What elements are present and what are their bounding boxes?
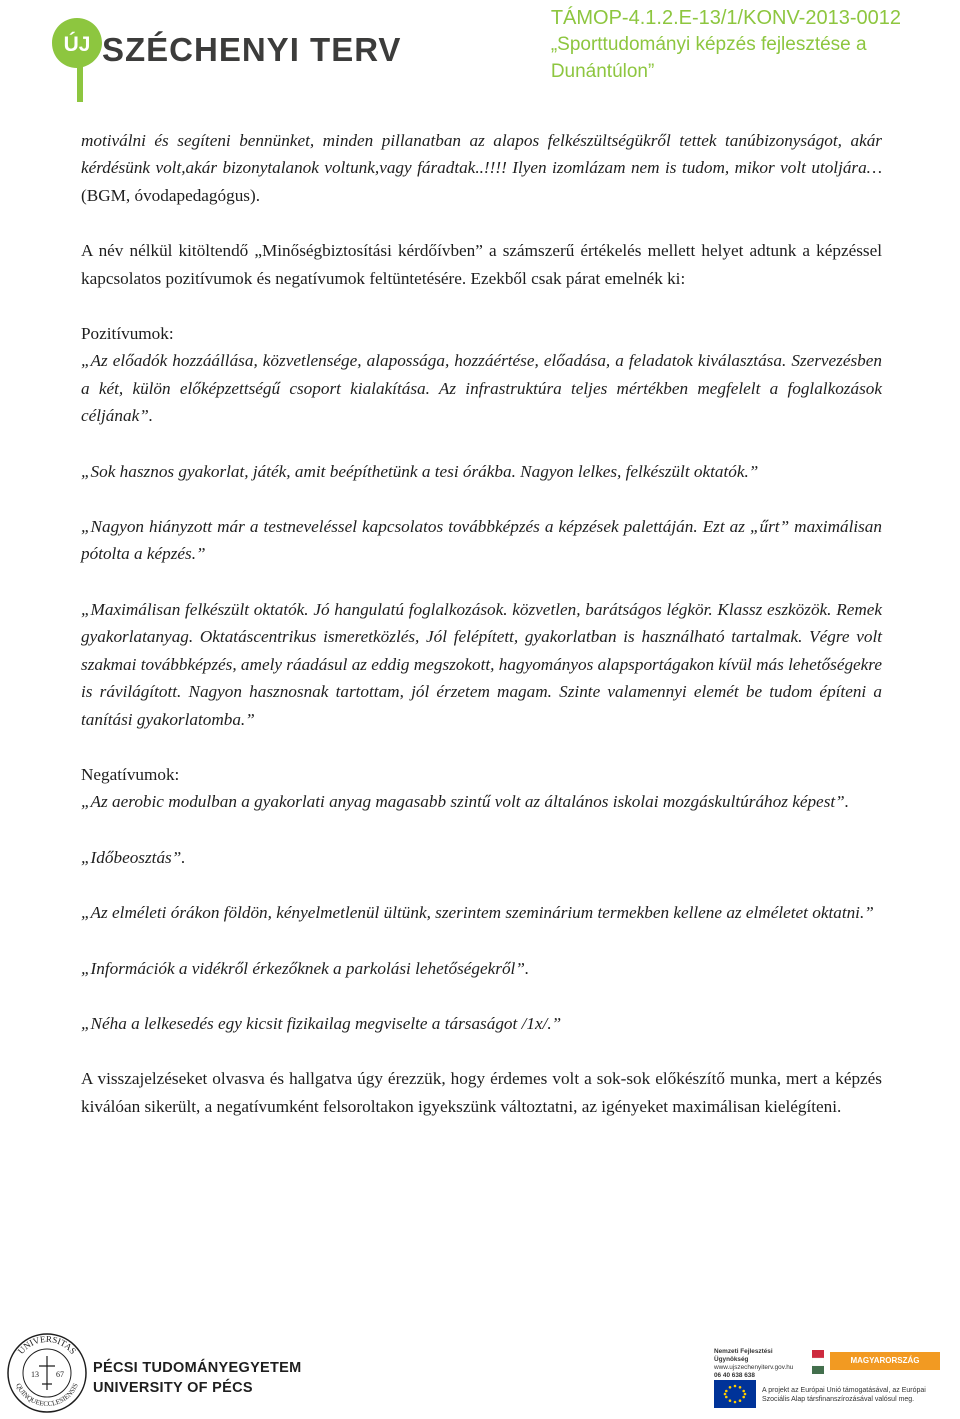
seal-year-right: 67 bbox=[56, 1370, 64, 1379]
negative-quote-1: „Az aerobic modulban a gyakorlati anyag magasabb szintű volt az általános iskolai mozgáskultúrához képest”. bbox=[81, 792, 850, 812]
seal-bottom-text: QUINQUEECCLESIENSIS bbox=[14, 1382, 80, 1409]
logo-text: SZÉCHENYI TERV bbox=[102, 31, 402, 68]
negative-heading: Negatívumok: bbox=[81, 764, 180, 784]
page-header bbox=[0, 0, 960, 120]
nfu-url: www.ujszechenyiterv.gov.hu bbox=[714, 1364, 794, 1371]
project-title-line1: „Sporttudományi képzés fejlesztése a bbox=[550, 34, 867, 55]
seal-top-text: UNIVERSITAS bbox=[15, 1333, 79, 1357]
page-footer bbox=[0, 1328, 960, 1418]
positive-heading: Pozitívumok: bbox=[81, 324, 174, 344]
eu-funding-text: A projekt az Európai Unió támogatásával, az Európai Szociális Alap társfinanszírozásával valósul meg. bbox=[762, 1387, 926, 1403]
paragraph-questionnaire: A név nélkül kitöltendő „Minőségbiztosítási kérdőívben” a számszerű értékelés mellett helyet adtunk a képzéssel kapcsolatos pozitívumok és negatívumok feltüntetésére. Ezekből csak párat emelnék ki: bbox=[81, 241, 882, 288]
positive-quote-1: „Az előadók hozzáállása, közvetlensége, alapossága, hozzáértése, előadása, a feladatok kiválasztása. Szervezésben a két, külön előképzettségű csoport kialakítása. Az infrastruktúra teljes mértékben megfelelt a foglalkozások céljának”. bbox=[81, 351, 882, 426]
nfu-name: Nemzeti Fejlesztési Ügynökség bbox=[714, 1348, 773, 1363]
intro-source: (BGM, óvodapedagógus). bbox=[81, 185, 261, 205]
logo-mark-text: ÚJ bbox=[63, 33, 91, 56]
uj-logo-icon bbox=[52, 18, 102, 107]
hungarian-flag-icon bbox=[812, 1350, 824, 1374]
positive-quote-3: „Nagyon hiányzott már a testneveléssel kapcsolatos továbbképzés a képzések palettáján. Ezt az „űrt” maximálisan pótolta a képzés.” bbox=[81, 517, 882, 564]
paragraph-intro-quote bbox=[81, 127, 882, 209]
project-code: TÁMOP-4.1.2.E-13/1/KONV-2013-0012 bbox=[550, 7, 901, 29]
negative-quote-2: „Időbeosztás”. bbox=[81, 847, 186, 867]
svg-text:UNIVERSITAS bbox=[16, 1334, 78, 1356]
university-seal-icon bbox=[6, 1332, 88, 1419]
university-name-en: UNIVERSITY OF PÉCS bbox=[93, 1380, 253, 1396]
positive-quote-4: „Maximálisan felkészült oktatók. Jó hangulatú foglalkozások. közvetlen, barátságos légkör. Klassz eszközök. Remek gyakorlatanyag. Oktatáscentrikus ismeretközlés, Jól felépített, gyakorlatban is használható tartalmak. Végre volt szakmai továbbképzés, amely ráadásul az eddig megszokott, hagyományos alapsportágakon kívül más lehetőségekre is rávilágított. Nagyon hasznosnak tartottam, jól érzetem magam. Szinte valamennyi elemét be tudom építeni a tanítási gyakorlatomba.” bbox=[81, 599, 882, 729]
university-name-hu: PÉCSI TUDOMÁNYEGYETEM bbox=[93, 1360, 302, 1376]
project-title-line2: Dunántúlon” bbox=[550, 61, 655, 82]
seal-year-left: 13 bbox=[31, 1370, 39, 1379]
magyarorszag-megujul-banner: MAGYARORSZÁG MEGÚJUL bbox=[830, 1352, 940, 1370]
negative-quote-5: „Néha a lelkesedés egy kicsit fizikailag megviselte a társaságot /1x/.” bbox=[81, 1013, 562, 1033]
negative-quote-4: „Információk a vidékről érkezőknek a parkolási lehetőségekről”. bbox=[81, 958, 530, 978]
paragraph-closing: A visszajelzéseket olvasva és hallgatva úgy érezzük, hogy érdemes volt a sok-sok előkészítő munka, mert a képzés kiválóan sikerült, a negatívumként felsoroltakon igyekszünk változtatni, az igényeket maximálisan kielégíteni. bbox=[81, 1069, 882, 1116]
university-name bbox=[93, 1358, 302, 1398]
nfu-block bbox=[714, 1348, 796, 1380]
nfu-phone: 06 40 638 638 bbox=[714, 1372, 755, 1379]
eu-flag-icon bbox=[714, 1380, 756, 1413]
negative-quote-3: „Az elméleti órákon földön, kényelmetlenül ültünk, szerintem szeminárium termekben kellene az elméletet oktatni.” bbox=[81, 903, 874, 923]
positive-quote-2: „Sok hasznos gyakorlat, játék, amit beépíthetünk a tesi órákba. Nagyon lelkes, felkészült oktatók.” bbox=[81, 461, 759, 481]
intro-quote: motiválni és segíteni bennünket, minden pillanatban az alapos felkészültségükről tettek tanúbizonyságot, akár kérdésünk volt,akár bizonytalanok voltunk,vagy fáradtak..!!!! Ilyen izomlázam nem is tudom, mikor volt utoljára… bbox=[81, 131, 882, 178]
document-body bbox=[81, 127, 882, 1148]
project-heading bbox=[551, 6, 901, 85]
